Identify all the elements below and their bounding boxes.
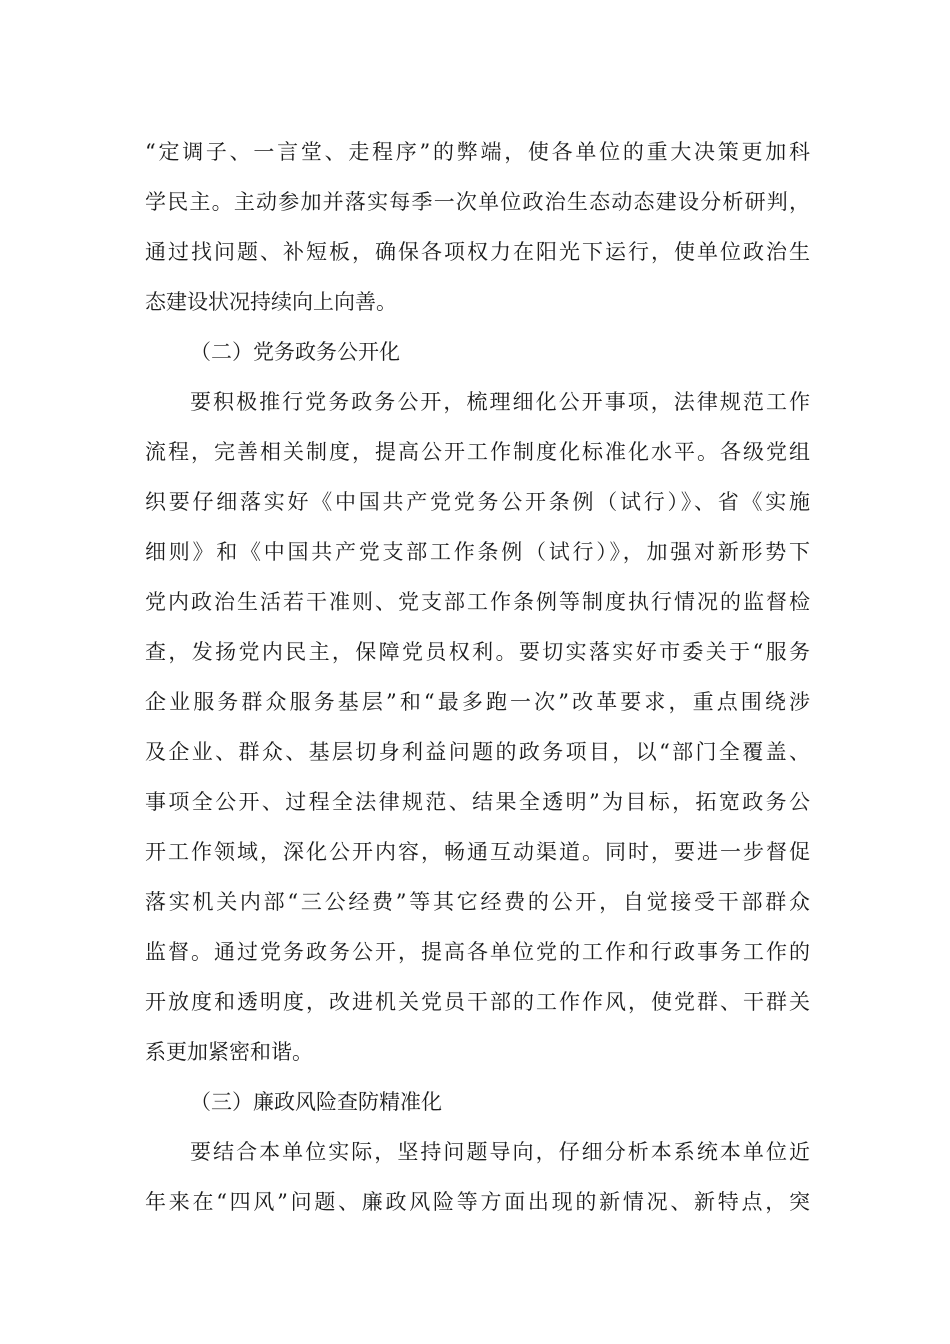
paragraph-1-line-1: “定调子、一言堂、走程序”的弊端，使各单位的重大决策更加科 [145,140,810,164]
paragraph-1-line-3: 通过找问题、补短板，确保各项权力在阳光下运行，使单位政治生 [145,240,810,264]
paragraph-2-line-11: 落实机关内部“三公经费”等其它经费的公开，自觉接受干部群众 [145,890,810,914]
paragraph-2-line-9: 事项全公开、过程全法律规范、结果全透明”为目标，拓宽政务公 [145,790,810,814]
paragraph-2-line-1: 要积极推行党务政务公开，梳理细化公开事项，法律规范工作 [190,390,810,414]
section-heading-3: （三）廉政风险查防精准化 [190,1090,442,1114]
paragraph-2-line-3: 织要仔细落实好《中国共产党党务公开条例（试行）》、省《实施 [145,490,810,514]
paragraph-3-line-2: 年来在“四风”问题、廉政风险等方面出现的新情况、新特点，突 [145,1190,810,1214]
paragraph-2-line-14: 系更加紧密和谐。 [145,1040,313,1064]
paragraph-2-line-12: 监督。通过党务政务公开，提高各单位党的工作和行政事务工作的 [145,940,810,964]
paragraph-2-line-13: 开放度和透明度，改进机关党员干部的工作作风，使党群、干群关 [145,990,810,1014]
paragraph-2-line-2: 流程，完善相关制度，提高公开工作制度化标准化水平。各级党组 [145,440,810,464]
paragraph-2-line-8: 及企业、群众、基层切身利益问题的政务项目，以“部门全覆盖、 [145,740,810,764]
section-heading-2: （二）党务政务公开化 [190,340,400,364]
paragraph-1-line-4: 态建设状况持续向上向善。 [145,290,397,314]
paragraph-2-line-7: 企业服务群众服务基层”和“最多跑一次”改革要求，重点围绕涉 [145,690,810,714]
paragraph-2-line-10: 开工作领域，深化公开内容，畅通互动渠道。同时，要进一步督促 [145,840,810,864]
paragraph-1-line-2: 学民主。主动参加并落实每季一次单位政治生态动态建设分析研判， [145,190,810,214]
paragraph-2-line-4: 细则》和《中国共产党支部工作条例（试行）》，加强对新形势下 [145,540,810,564]
paragraph-2-line-6: 查，发扬党内民主，保障党员权利。要切实落实好市委关于“服务 [145,640,810,664]
paragraph-2-line-5: 党内政治生活若干准则、党支部工作条例等制度执行情况的监督检 [145,590,810,614]
paragraph-3-line-1: 要结合本单位实际，坚持问题导向，仔细分析本系统本单位近 [190,1140,810,1164]
